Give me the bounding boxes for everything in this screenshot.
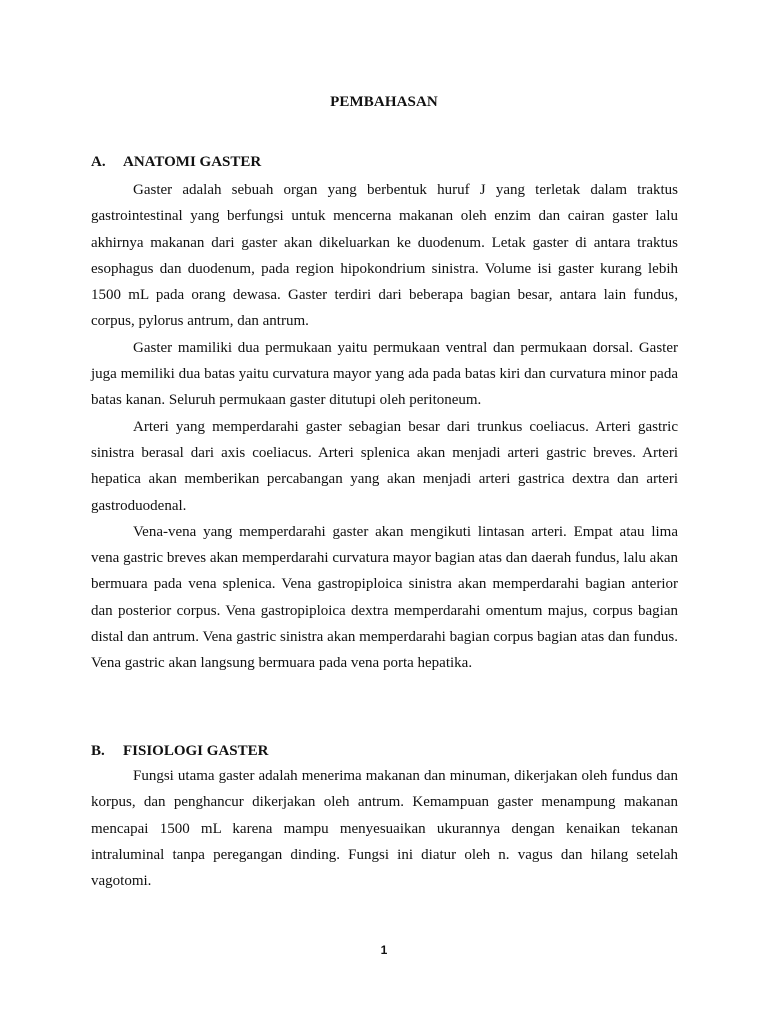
section-letter: A. <box>91 154 106 170</box>
section-body-fisiologi <box>91 763 678 894</box>
paragraph: Arteri yang memperdarahi gaster sebagian besar dari trunkus coeliacus. Arteri gastric sinistra berasal dari axis coeliacus. Arteri splenica akan menjadi arteri gastric breves. Arteri hepatica akan memberikan percabangan yang akan menjadi arteri gastrica dextra dan arteri gastroduodenal. <box>91 418 678 514</box>
page-number: 1 <box>380 943 388 957</box>
section-heading-anatomi <box>91 152 261 172</box>
paragraph: Vena-vena yang memperdarahi gaster akan mengikuti lintasan arteri. Empat atau lima vena gastric breves akan memperdarahi curvatura mayor bagian atas dan daerah fundus, lalu akan bermuara pada vena splenica. Vena gastropiploica sinistra akan memperdarahi bagian anterior dan posterior corpus. Vena gastropiploica dextra memperdarahi omentum majus, corpus bagian distal dan antrum. Vena gastric sinistra akan memperdarahi bagian corpus bagian atas dan fundus. Vena gastric akan langsung bermuara pada vena porta hepatika. <box>91 523 678 672</box>
section-body-anatomi <box>91 177 678 677</box>
section-heading-fisiologi <box>91 741 268 761</box>
paragraph: Gaster mamiliki dua permukaan yaitu permukaan ventral dan permukaan dorsal. Gaster juga memiliki dua batas yaitu curvatura mayor yang ada pada batas kiri dan curvatura minor pada batas kanan. Seluruh permukaan gaster ditutupi oleh peritoneum. <box>91 339 678 409</box>
document-title: PEMBAHASAN <box>330 94 438 110</box>
paragraph: Gaster adalah sebuah organ yang berbentuk huruf J yang terletak dalam traktus gastrointestinal yang berfungsi untuk mencerna makanan oleh enzim dan cairan gaster lalu akhirnya makanan dari gaster akan dikeluarkan ke duodenum. Letak gaster di antara traktus esophagus dan duodenum, pada region hipokondrium sinistra. Volume isi gaster kurang lebih 1500 mL pada orang dewasa. Gaster terdiri dari beberapa bagian besar, antara lain fundus, corpus, pylorus antrum, dan antrum. <box>91 182 678 330</box>
paragraph: Fungsi utama gaster adalah menerima makanan dan minuman, dikerjakan oleh fundus dan korpus, dan penghancur dikerjakan oleh antrum. Kemampuan gaster menampung makanan mencapai 1500 mL karena mampu menyesuaikan ukurannya dengan kenaikan tekanan intraluminal tanpa peregangan dinding. Fungsi ini diatur oleh n. vagus dan hilang setelah vagotomi. <box>91 768 678 890</box>
section-letter: B. <box>91 743 105 759</box>
section-title: FISIOLOGI GASTER <box>123 743 269 759</box>
section-title: ANATOMI GASTER <box>123 154 262 170</box>
